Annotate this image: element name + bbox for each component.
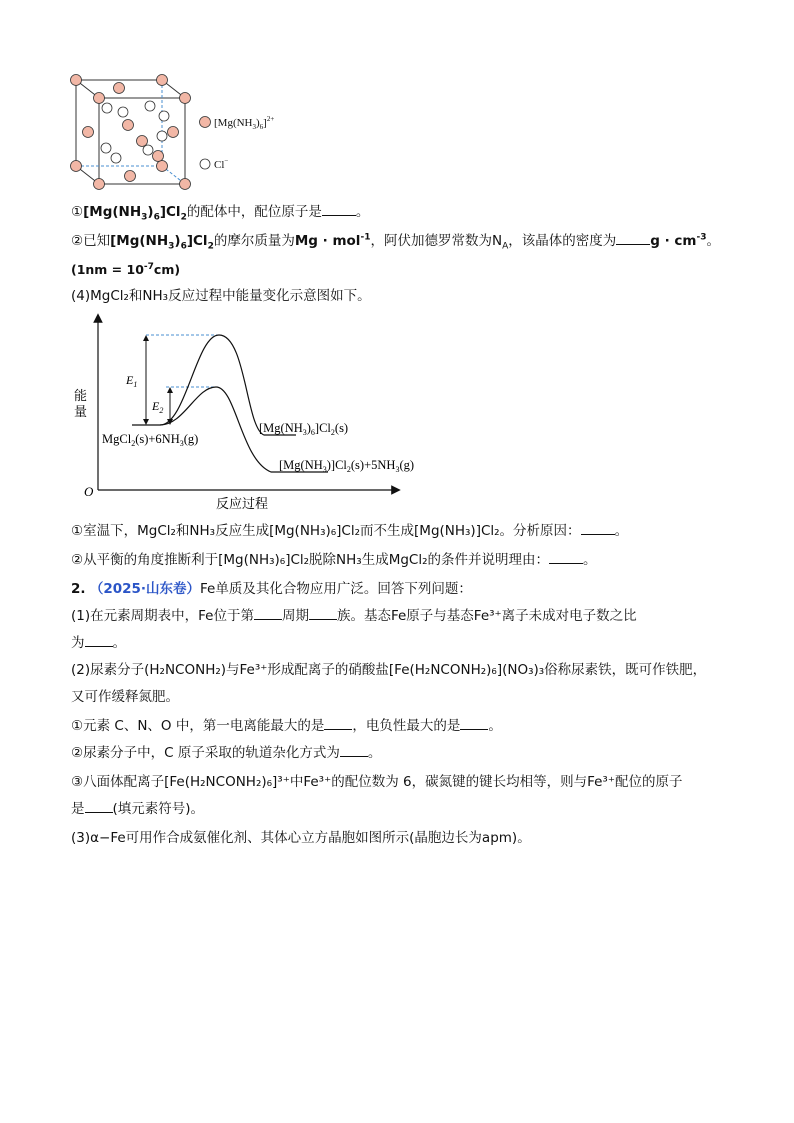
- q4-text: (4)MgCl₂和NH₃反应过程中能量变化示意图如下。: [71, 288, 371, 304]
- answer-blank[interactable]: [322, 203, 356, 216]
- item-number: ②: [71, 233, 84, 249]
- q2-2-3-text-b: 是: [71, 801, 85, 817]
- q3-1-text: 的配体中，配位原子是: [186, 204, 322, 220]
- q2-2-1-text: 元素 C、N、O 中，第一电离能最大的是: [83, 718, 325, 734]
- e1-label: $E_1$: [126, 373, 138, 389]
- period: 。: [488, 718, 502, 734]
- q2-2-text-a: (2)尿素分子(H₂NCONH₂)与Fe³⁺形成配离子的硝酸盐[Fe(H₂NCONH₂)₆](NO₃)₃俗称尿素铁，既可作铁肥，: [71, 662, 707, 678]
- period: 。: [367, 745, 382, 761]
- period: 。: [706, 233, 720, 249]
- question-intro: Fe单质及其化合物应用广泛。回答下列问题：: [200, 581, 472, 597]
- curve-path-1: [132, 335, 296, 435]
- origin-label: O: [84, 484, 94, 499]
- y-axis-label-1: 能: [74, 388, 88, 403]
- item-number: ①: [71, 204, 84, 220]
- answer-blank[interactable]: [340, 744, 368, 757]
- question-2-header: [71, 580, 472, 598]
- density-unit: g · cm: [650, 233, 697, 249]
- question-2-2-3: [71, 773, 682, 791]
- q2-3-text: (3)α−Fe可用作合成氨催化剂、其体心立方晶胞如图所示(晶胞边长为apm)。: [71, 830, 531, 846]
- y-axis-label-2: 量: [74, 404, 88, 419]
- question-2-1: [71, 607, 637, 625]
- answer-blank[interactable]: [616, 232, 650, 245]
- q4-1-text: 室温下，MgCl₂和NH₃反应生成[Mg(NH₃)₆]Cl₂而不生成[Mg(NH₃)]Cl₂。分析原因：: [83, 523, 581, 539]
- crystal-cell-figure: [66, 70, 296, 195]
- q2-2-3-text: 八面体配离子[Fe(H₂NCONH₂)₆]³⁺中Fe³⁺的配位数为 6，碳氮键的键长均相等，则与Fe³⁺配位的原子: [83, 774, 683, 790]
- question-2-2: [71, 661, 706, 679]
- answer-blank[interactable]: [549, 551, 583, 564]
- item-number: ①: [71, 523, 84, 539]
- e2-label: $E_2$: [152, 399, 164, 415]
- molar-unit: Mg · mol: [294, 233, 361, 249]
- unit-note-text: (1nm = 10: [71, 262, 144, 277]
- q2-2-1-mid: ，电负性最大的是: [352, 718, 461, 734]
- q3-2-text3: ，阿伏加德罗常数为N: [370, 233, 503, 249]
- question-4-2: [71, 551, 597, 569]
- answer-blank[interactable]: [309, 607, 337, 620]
- q2-1-text-b: 周期: [281, 608, 309, 624]
- question-2-1-cont: [71, 634, 126, 652]
- product2-label: $[Mg(NH_3)]Cl_2(s)+5NH_3(g)$: [279, 458, 415, 474]
- q2-1-text-c: 族。基态Fe原子与基态Fe³⁺离子未成对电子数之比: [336, 608, 637, 624]
- energy-diagram: [66, 310, 416, 515]
- q2-2-text-b: 又可作缓释氮肥。: [71, 689, 179, 705]
- item-number: ②: [71, 745, 84, 761]
- q2-1-text-a: (1)在元素周期表中，Fe位于第: [71, 608, 254, 624]
- answer-blank[interactable]: [254, 607, 282, 620]
- period: 。: [583, 552, 597, 568]
- product1-label: $[Mg(NH_3)_6]Cl_2(s)$: [259, 421, 349, 437]
- question-2-2-cont: [71, 688, 179, 706]
- q2-2-2-text: 尿素分子中，C 原子采取的轨道杂化方式为: [83, 745, 340, 761]
- question-source: （2025·山东卷）: [89, 581, 201, 597]
- q3-2-text2: 的摩尔质量为: [213, 233, 295, 249]
- answer-blank[interactable]: [581, 522, 615, 535]
- period: 。: [112, 635, 126, 651]
- answer-blank[interactable]: [324, 717, 352, 730]
- question-4-1: [71, 522, 628, 540]
- q3-2-text4: ，该晶体的密度为: [508, 233, 617, 249]
- answer-blank[interactable]: [85, 634, 113, 647]
- question-3-2: ②已知$[Mg(NH_3)_6]Cl_2$的摩尔质量为Mg · mol$^{-1}$，阿伏加德罗常数为$N_A$，该晶体的密度为 $g \cdot cm^{-3}$。: [71, 232, 720, 252]
- answer-blank[interactable]: [460, 717, 488, 730]
- reactant-label: $MgCl_2(s)+6NH_3(g)$: [102, 432, 199, 448]
- period: 。: [614, 523, 629, 539]
- question-4: [71, 287, 371, 305]
- x-axis-label: 反应过程: [216, 496, 269, 511]
- unit-note: $(1nm = 10^{-7}cm)$: [71, 261, 181, 277]
- q2-1-text-d: 为: [71, 635, 85, 651]
- q4-2-text: 从平衡的角度推断利于[Mg(NH₃)₆]Cl₂脱除NH₃生成MgCl₂的条件并说明理由：: [83, 552, 550, 568]
- svg-text:Cl−: Cl−: [214, 157, 229, 171]
- item-number: ①: [71, 718, 84, 734]
- answer-blank[interactable]: [85, 800, 113, 813]
- question-2-2-3-cont: [71, 800, 204, 818]
- question-2-2-1: [71, 717, 502, 735]
- question-3-1: $①[Mg(NH_3)_6]Cl_2$的配体中，配位原子是 。: [71, 204, 370, 223]
- item-number: ③: [71, 774, 84, 790]
- question-number: 2.: [71, 581, 86, 597]
- q2-2-3-tail: (填元素符号)。: [112, 801, 205, 817]
- item-number: ②: [71, 552, 84, 568]
- question-2-3: [71, 829, 531, 847]
- q3-2-text1: 已知: [83, 233, 111, 249]
- question-2-2-2: [71, 744, 381, 762]
- period: 。: [355, 204, 370, 220]
- svg-text:[Mg(NH3)6]2+: $[Mg(NH_3)_6]^{2+}$: [214, 115, 275, 131]
